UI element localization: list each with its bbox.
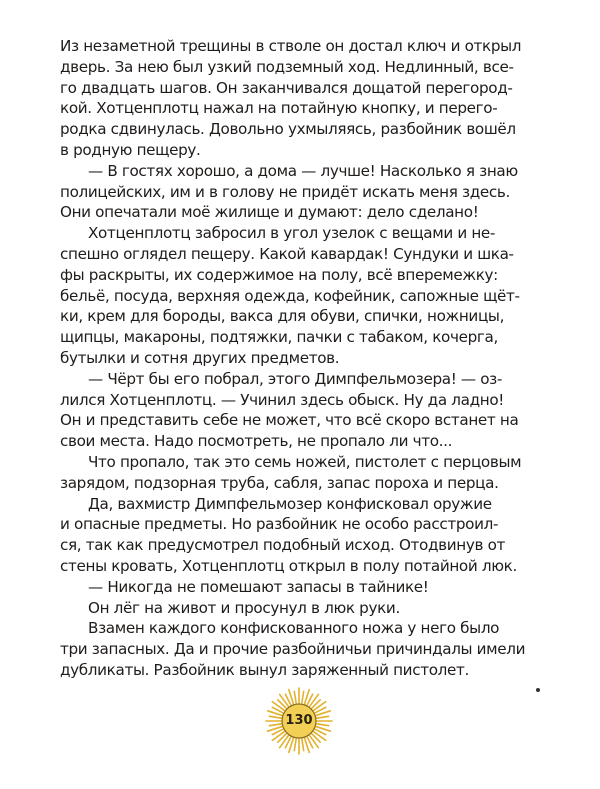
page-number: 130: [285, 713, 313, 728]
text-line: в родную пещеру.: [60, 140, 201, 159]
text-line: Из незаметной трещины в стволе он достал ключ и открыл: [60, 37, 522, 55]
text-line: Взамен каждого конфискованного ножа у него было: [88, 619, 500, 638]
text-line: ся, так как предусмотрел подобный исход. Отодвинув от: [60, 536, 506, 555]
text-line: Да, вахмистр Димпфельмозер конфисковал оружие: [88, 494, 492, 513]
text-line: свои места. Надо посмотреть, не пропало ли что...: [60, 432, 453, 451]
text-line: и опасные предметы. Но разбойник не особо расстроил-: [60, 515, 499, 534]
text-line: стены кровать, Хотценплотц открыл в полу потайной люк.: [60, 556, 517, 575]
text-line: лился Хотценплотц. — Учинил здесь обыск. Ну да ладно!: [60, 390, 504, 409]
text-line: фы раскрыты, их содержимое на полу, всё вперемежку:: [60, 265, 498, 284]
text-line: дверь. За нею был узкий подземный ход. Недлинный, все-: [60, 57, 514, 76]
print-speck: [536, 688, 540, 692]
text-line: дубликаты. Разбойник вынул заряженный пистолет.: [60, 660, 469, 679]
text-line: — В гостях хорошо, а дома — лучше! Насколько я знаю: [88, 161, 518, 180]
page-body-text: [60, 36, 540, 681]
page-number-badge: [264, 686, 334, 756]
text-line: щипцы, макароны, подтяжки, пачки с табаком, кочерга,: [60, 328, 498, 347]
text-line: родка сдвинулась. Довольно ухмыляясь, разбойник вошёл: [60, 120, 516, 139]
text-line: Он лёг на живот и просунул в люк руки.: [88, 598, 400, 617]
text-line: — Чёрт бы его побрал, этого Димпфельмозера! — оз-: [88, 369, 503, 388]
text-line: — Никогда не помешают запасы в тайнике!: [88, 577, 429, 596]
text-line: Хотценплотц забросил в угол узелок с вещами и не-: [88, 224, 496, 243]
text-line: бельё, посуда, верхняя одежда, кофейник, сапожные щёт-: [60, 286, 520, 305]
text-line: Они опечатали моё жилище и думают: дело сделано!: [60, 203, 479, 222]
text-line: зарядом, подзорная труба, сабля, запас пороха и перца.: [60, 473, 499, 492]
text-line: бутылки и сотня других предметов.: [60, 348, 340, 367]
text-line: кой. Хотценплотц нажал на потайную кнопку, и перего-: [60, 99, 498, 118]
text-line: спешно оглядел пещеру. Какой кавардак! Сундуки и шка-: [60, 244, 514, 263]
text-line: Что пропало, так это семь ножей, пистолет с перцовым: [88, 452, 522, 471]
text-line: Он и представить себе не может, что всё скоро встанет на: [60, 411, 519, 430]
text-line: ки, крем для бороды, вакса для обуви, спички, ножницы,: [60, 307, 505, 326]
text-line: полицейских, им и в голову не придёт искать меня здесь.: [60, 182, 510, 201]
text-line: го двадцать шагов. Он заканчивался дощатой перегород-: [60, 78, 513, 97]
text-line: три запасных. Да и прочие разбойничьи причиндалы имели: [60, 640, 526, 659]
